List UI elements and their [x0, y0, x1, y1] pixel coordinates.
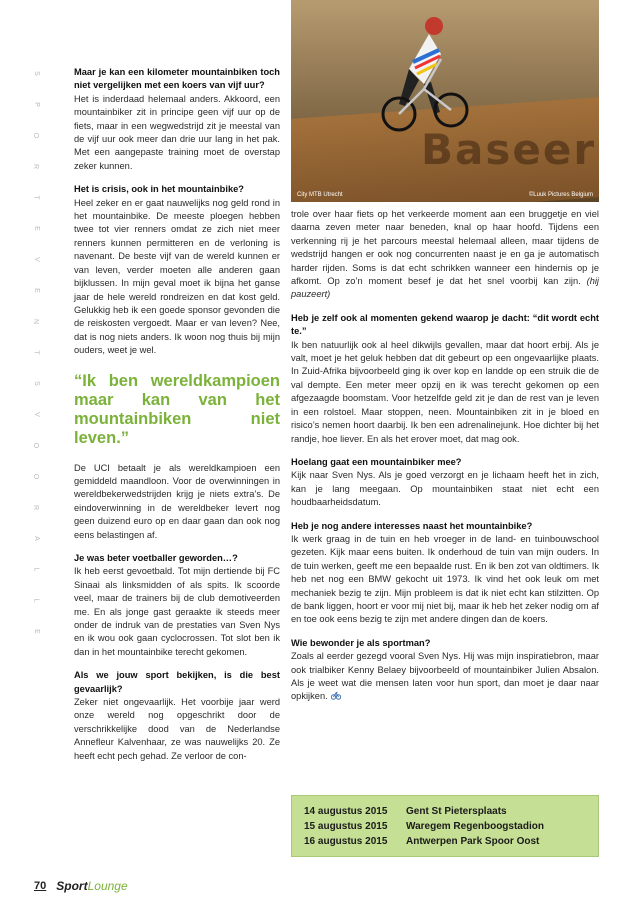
event-dates-box [291, 795, 599, 857]
side-tag-letter: R [32, 504, 40, 511]
photo-caption-location: City MTB Utrecht [297, 192, 343, 198]
event-location: Gent St Pietersplaats [406, 806, 507, 817]
side-tag-letter: E [32, 629, 40, 634]
interview-answer: Kijk naar Sven Nys. Als je goed verzorgt en je lichaam heeft het in zich, kan je lang meegaan. Op mountainbiken staat niet echt een houdbaarheidsdatum. [291, 470, 599, 508]
interview-answer: Heel zeker en er gaat nauwelijks nog geld rond in het mountainbike. De meeste ploegen hebben twee tot vier renners omdat ze zich niet meer renners kunnen permitteren en de verloning is navenant. De beste vijf van de wereld kunnen er van leven, verder moeten alle anderen gaan bijklussen. In mijn geval moet ik bijna het ganse jaar de hele wereld rondreizen en dat kost geld. Gelukkig heb ik een goede sponsor gevonden die de reiskosten vergoedt. Maar er van leven? Nee, dat is nog niets anders. Ik woon nog thuis bij mijn ouders, weet je wel. [74, 197, 280, 356]
cyclist-photo [291, 0, 599, 202]
side-tag-letter: T [32, 350, 40, 355]
side-tag-letter: V [32, 412, 40, 417]
page-footer [34, 876, 128, 896]
side-tag-letter: T [32, 195, 40, 200]
interview-answer: Ik ben natuurlijk ook al heel dikwijls gevallen, maar dat hoort erbij. Als je valt, moet je het geluk hebben dat dit gebeurt op een ongevaarlijke plaats. In Zuid-Afrika bijvoorbeeld ging ik over kop en landde op een struik die de val dempte. Een meter meer opzij en ik was terecht gekomen op een afgezaagde boomstam. Voor hetzelfde geld zit je dan de rest van je leven in een rolstoel. Maar stoppen, neen. Mountainbiken zit in je bloed en risico’s nemen hoort daarbij. Ik ben een adrenalinejunk. Hoe dichter bij het randje, hoe liever. En als het erover moet, dat mag ook. [291, 339, 599, 444]
interview-question: Heb je nog andere interesses naast het mountainbike? [291, 520, 533, 531]
interview-question: Wie bewonder je als sportman? [291, 637, 431, 648]
interview-question: Maar je kan een kilometer mountainbiken toch niet vergelijken met een koers van vijf uur? [74, 67, 280, 91]
interview-answer: Zeker niet ongevaarlijk. Het voorbije jaar werd onze wereld nog opgeschrikt door de verschrikkelijke dood van de Nederlandse Annefleur Kalvenhaar, ze was nauwelijks 20. Ze heeft echt pech gehad. Ze verloor de con- [74, 697, 280, 761]
side-tag-letter: L [32, 598, 40, 603]
side-tag-letter: P [32, 102, 40, 107]
side-tag-letter: L [32, 567, 40, 572]
side-tag-letter: E [32, 288, 40, 293]
event-row [304, 834, 586, 849]
interview-question: Hoelang gaat een mountainbiker mee? [291, 456, 462, 467]
article-column-right [291, 208, 599, 704]
interview-answer: De UCI betaalt je als wereldkampioen een gemiddeld maandloon. Voor de overwinningen in wereldbekerwedstrijden krijg je niets extra’s. De eindoverwinning in de wereldbeker levert nog geen duizend euro op en daar gaan dan ook nog eens belastingen af. [74, 462, 280, 540]
event-location: Antwerpen Park Spoor Oost [406, 836, 540, 847]
side-tag-letter: O [32, 442, 40, 449]
sportlounge-logo [56, 879, 127, 893]
interview-answer [291, 650, 599, 704]
interview-answer [291, 208, 599, 302]
cyclist-figure [379, 14, 469, 134]
side-tag-letter: O [32, 473, 40, 480]
event-row [304, 804, 586, 819]
interview-answer: Het is inderdaad helemaal anders. Akkoord, een mountainbiker zit in principe geen vijf uur op de fiets, maar in een wegwedstrijd zit je meestal van de vijf uur ook meer dan drie uur lang in het pak. Met een aangepaste training moet de overstap zeker kunnen. [74, 93, 280, 171]
side-tag-letter: A [32, 536, 40, 541]
stage-direction: (hij pauzeert) [291, 276, 599, 300]
article-column-left [74, 66, 280, 763]
event-date: 14 augustus 2015 [304, 806, 388, 817]
interview-question: Heb je zelf ook al momenten gekend waarop je dacht: “dit wordt echt te.” [291, 312, 599, 337]
side-tag-letter: O [32, 132, 40, 139]
event-date: 15 augustus 2015 [304, 821, 388, 832]
interview-answer: Ik werk graag in de tuin en heb vroeger in de land- en tuinbouwschool gezeten. Kijk maar eens buiten. Ik onderhoud de tuin van mijn ouders. In de tuin werken, geeft me een bepaalde rust. En ik ben zot van oldtimers. Ik heb net nog een BMW gekocht uit 1973. Ik vind het ook leuk om met mechaniek bezig te zijn. Mijn probleem is dat ik niet echt kan stilzitten. Op de bank liggen, hoort er voor mij niet bij, maar ik heb het zeker nodig om af en toe ook eens bezig te zijn met andere dingen dan de koers. [291, 533, 600, 625]
answer-text: trole over haar fiets op het verkeerde moment aan een bruggetje en viel daarna zeven meter naar beneden, knal op haar hoofd. Tijdens een verkenning rij je het parcours meestal helemaal alleen, maar tijdens de wedstrijd hangen er ook nog concurrenten naast je en ga je automatisch harder rijden. Soms is dat echt schrikken wanneer een hindernis op je afkomt. Op zo’n moment besef je dat het snel voorbij kan zijn. [291, 209, 599, 287]
side-tag-letter: S [32, 71, 40, 76]
photo-credit: ©Luuk Pictures Belgium [528, 192, 593, 198]
interview-question: Je was beter voetballer geworden…? [74, 552, 238, 563]
event-row [304, 819, 586, 834]
event-date: 16 augustus 2015 [304, 836, 388, 847]
side-tag-letter: E [32, 226, 40, 231]
side-tag-letter: S [32, 381, 40, 386]
side-tag-letter: N [32, 318, 40, 325]
side-section-tag [28, 70, 44, 635]
logo-lounge: Lounge [87, 879, 128, 893]
ramp-banner-text: Baseer [421, 125, 597, 174]
interview-answer: Ik heb eerst gevoetbald. Tot mijn dertiende bij FC Sinaai als linksmidden of als spits. Ik scoorde veel, maar de trainers bij de club demotiveerden me. En als jonge gast geraakte ik steeds meer onder de indruk van de prestaties van Sven Nys en ik wou ook gaan cyclocrossen. Tot slot ben ik dan in het mountainbike terecht gekomen. [74, 566, 280, 657]
event-location: Waregem Regenboogstadion [406, 821, 544, 832]
side-tag-letter: V [32, 257, 40, 262]
logo-sport: Sport [56, 879, 88, 893]
pull-quote: “Ik ben wereldkampioen maar kan van het mountainbiken niet leven.” [74, 371, 280, 447]
answer-text: Zoals al eerder gezegd vooral Sven Nys. Hij was mijn inspiratiebron, maar ook trialbiker Kenny Belaey bijvoorbeeld of mountainbiker Julien Absalon. Als je weet wat die mensen laten voor hun sport, dan moet je daar naar opkijken. [291, 651, 599, 702]
page-number: 70 [34, 880, 47, 892]
end-mark-bike-icon [331, 691, 341, 700]
interview-question: Als we jouw sport bekijken, is die best gevaarlijk? [74, 670, 280, 694]
side-tag-letter: R [32, 163, 40, 170]
interview-question: Het is crisis, ook in het mountainbike? [74, 184, 244, 195]
